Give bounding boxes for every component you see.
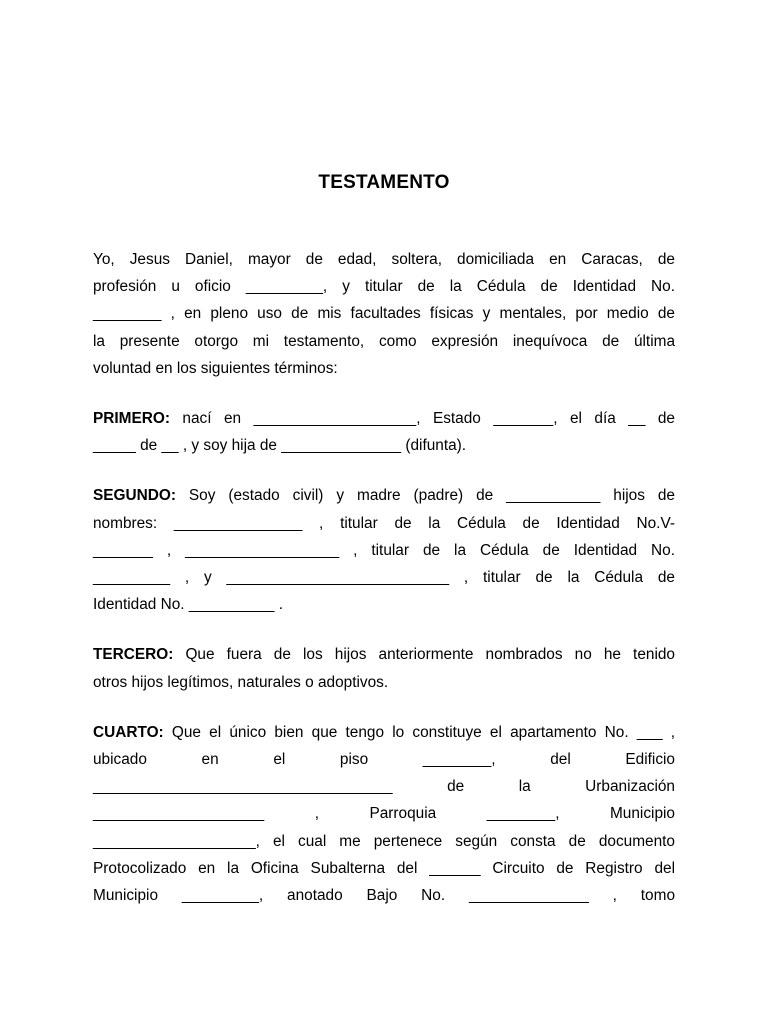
clause-heading: PRIMERO: bbox=[93, 410, 170, 428]
paragraph-line bbox=[93, 246, 675, 273]
line-text: Yo, Jesus Daniel, mayor de edad, soltera, domiciliada en Caracas, de bbox=[93, 251, 675, 268]
line-text: _______ , __________________ , titular de la Cédula de Identidad No. bbox=[93, 541, 675, 559]
line-text: voluntad en los siguientes términos: bbox=[93, 359, 338, 377]
paragraph-line bbox=[93, 828, 675, 855]
paragraph-line bbox=[93, 800, 675, 827]
paragraph-line bbox=[93, 564, 675, 591]
line-text: Municipio _________, anotado Bajo No. ______________ , tomo bbox=[93, 887, 675, 905]
line-text: Soy (estado civil) y madre (padre) de ___________ hijos de bbox=[175, 487, 675, 505]
paragraph bbox=[93, 482, 675, 618]
line-text: otros hijos legítimos, naturales o adoptivos. bbox=[93, 673, 389, 691]
paragraph-line bbox=[93, 669, 675, 696]
line-text: ___________________, el cual me pertenece según consta de documento bbox=[93, 832, 675, 850]
clause-heading: CUARTO: bbox=[93, 723, 164, 741]
paragraph-line bbox=[93, 882, 675, 909]
line-text: ____________________ , Parroquia ________, Municipio bbox=[93, 805, 675, 823]
paragraph-line bbox=[93, 641, 675, 668]
paragraph-line bbox=[93, 328, 675, 355]
paragraph-line bbox=[93, 482, 675, 509]
clause-heading: TERCERO: bbox=[93, 646, 174, 664]
paragraph-line bbox=[93, 405, 675, 432]
line-text: nombres: _______________ , titular de la Cédula de Identidad No.V- bbox=[93, 514, 675, 532]
paragraph-line bbox=[93, 510, 675, 537]
line-text: Identidad No. __________ . bbox=[93, 596, 283, 614]
line-text: ___________________________________ de la Urbanización bbox=[93, 778, 675, 796]
line-text: _____ de __ , y soy hija de ______________ (difunta). bbox=[93, 437, 467, 455]
paragraph-line bbox=[93, 746, 675, 773]
clause-heading: SEGUNDO: bbox=[93, 487, 176, 505]
paragraph-line bbox=[93, 855, 675, 882]
line-text: Que fuera de los hijos anteriormente nombrados no he tenido bbox=[173, 646, 675, 664]
line-text: _________ , y __________________________ , titular de la Cédula de bbox=[93, 569, 675, 587]
line-text: la presente otorgo mi testamento, como expresión inequívoca de última bbox=[93, 332, 675, 350]
line-text: ubicado en el piso ________, del Edificio bbox=[93, 751, 675, 769]
paragraph bbox=[93, 719, 675, 909]
line-text: nací en ___________________, Estado _______, el día __ de bbox=[169, 410, 675, 428]
paragraph bbox=[93, 246, 675, 382]
document-title: TESTAMENTO bbox=[318, 172, 450, 193]
paragraph-line bbox=[93, 355, 675, 382]
paragraph-line bbox=[93, 719, 675, 746]
line-text: ________ , en pleno uso de mis facultades físicas y mentales, por medio de bbox=[93, 305, 675, 323]
line-text: Que el único bien que tengo lo constituye el apartamento No. ___ , bbox=[163, 723, 675, 741]
line-text: profesión u oficio _________, y titular de la Cédula de Identidad No. bbox=[93, 278, 675, 296]
paragraph bbox=[93, 641, 675, 695]
line-text: Protocolizado en la Oficina Subalterna del ______ Circuito de Registro del bbox=[93, 859, 675, 877]
paragraph-line bbox=[93, 537, 675, 564]
paragraph-line bbox=[93, 432, 675, 459]
paragraph-line bbox=[93, 591, 675, 618]
paragraph bbox=[93, 405, 675, 459]
paragraph-line bbox=[93, 773, 675, 800]
paragraph-line bbox=[93, 273, 675, 300]
paragraph-line bbox=[93, 300, 675, 327]
document-body bbox=[93, 246, 675, 932]
